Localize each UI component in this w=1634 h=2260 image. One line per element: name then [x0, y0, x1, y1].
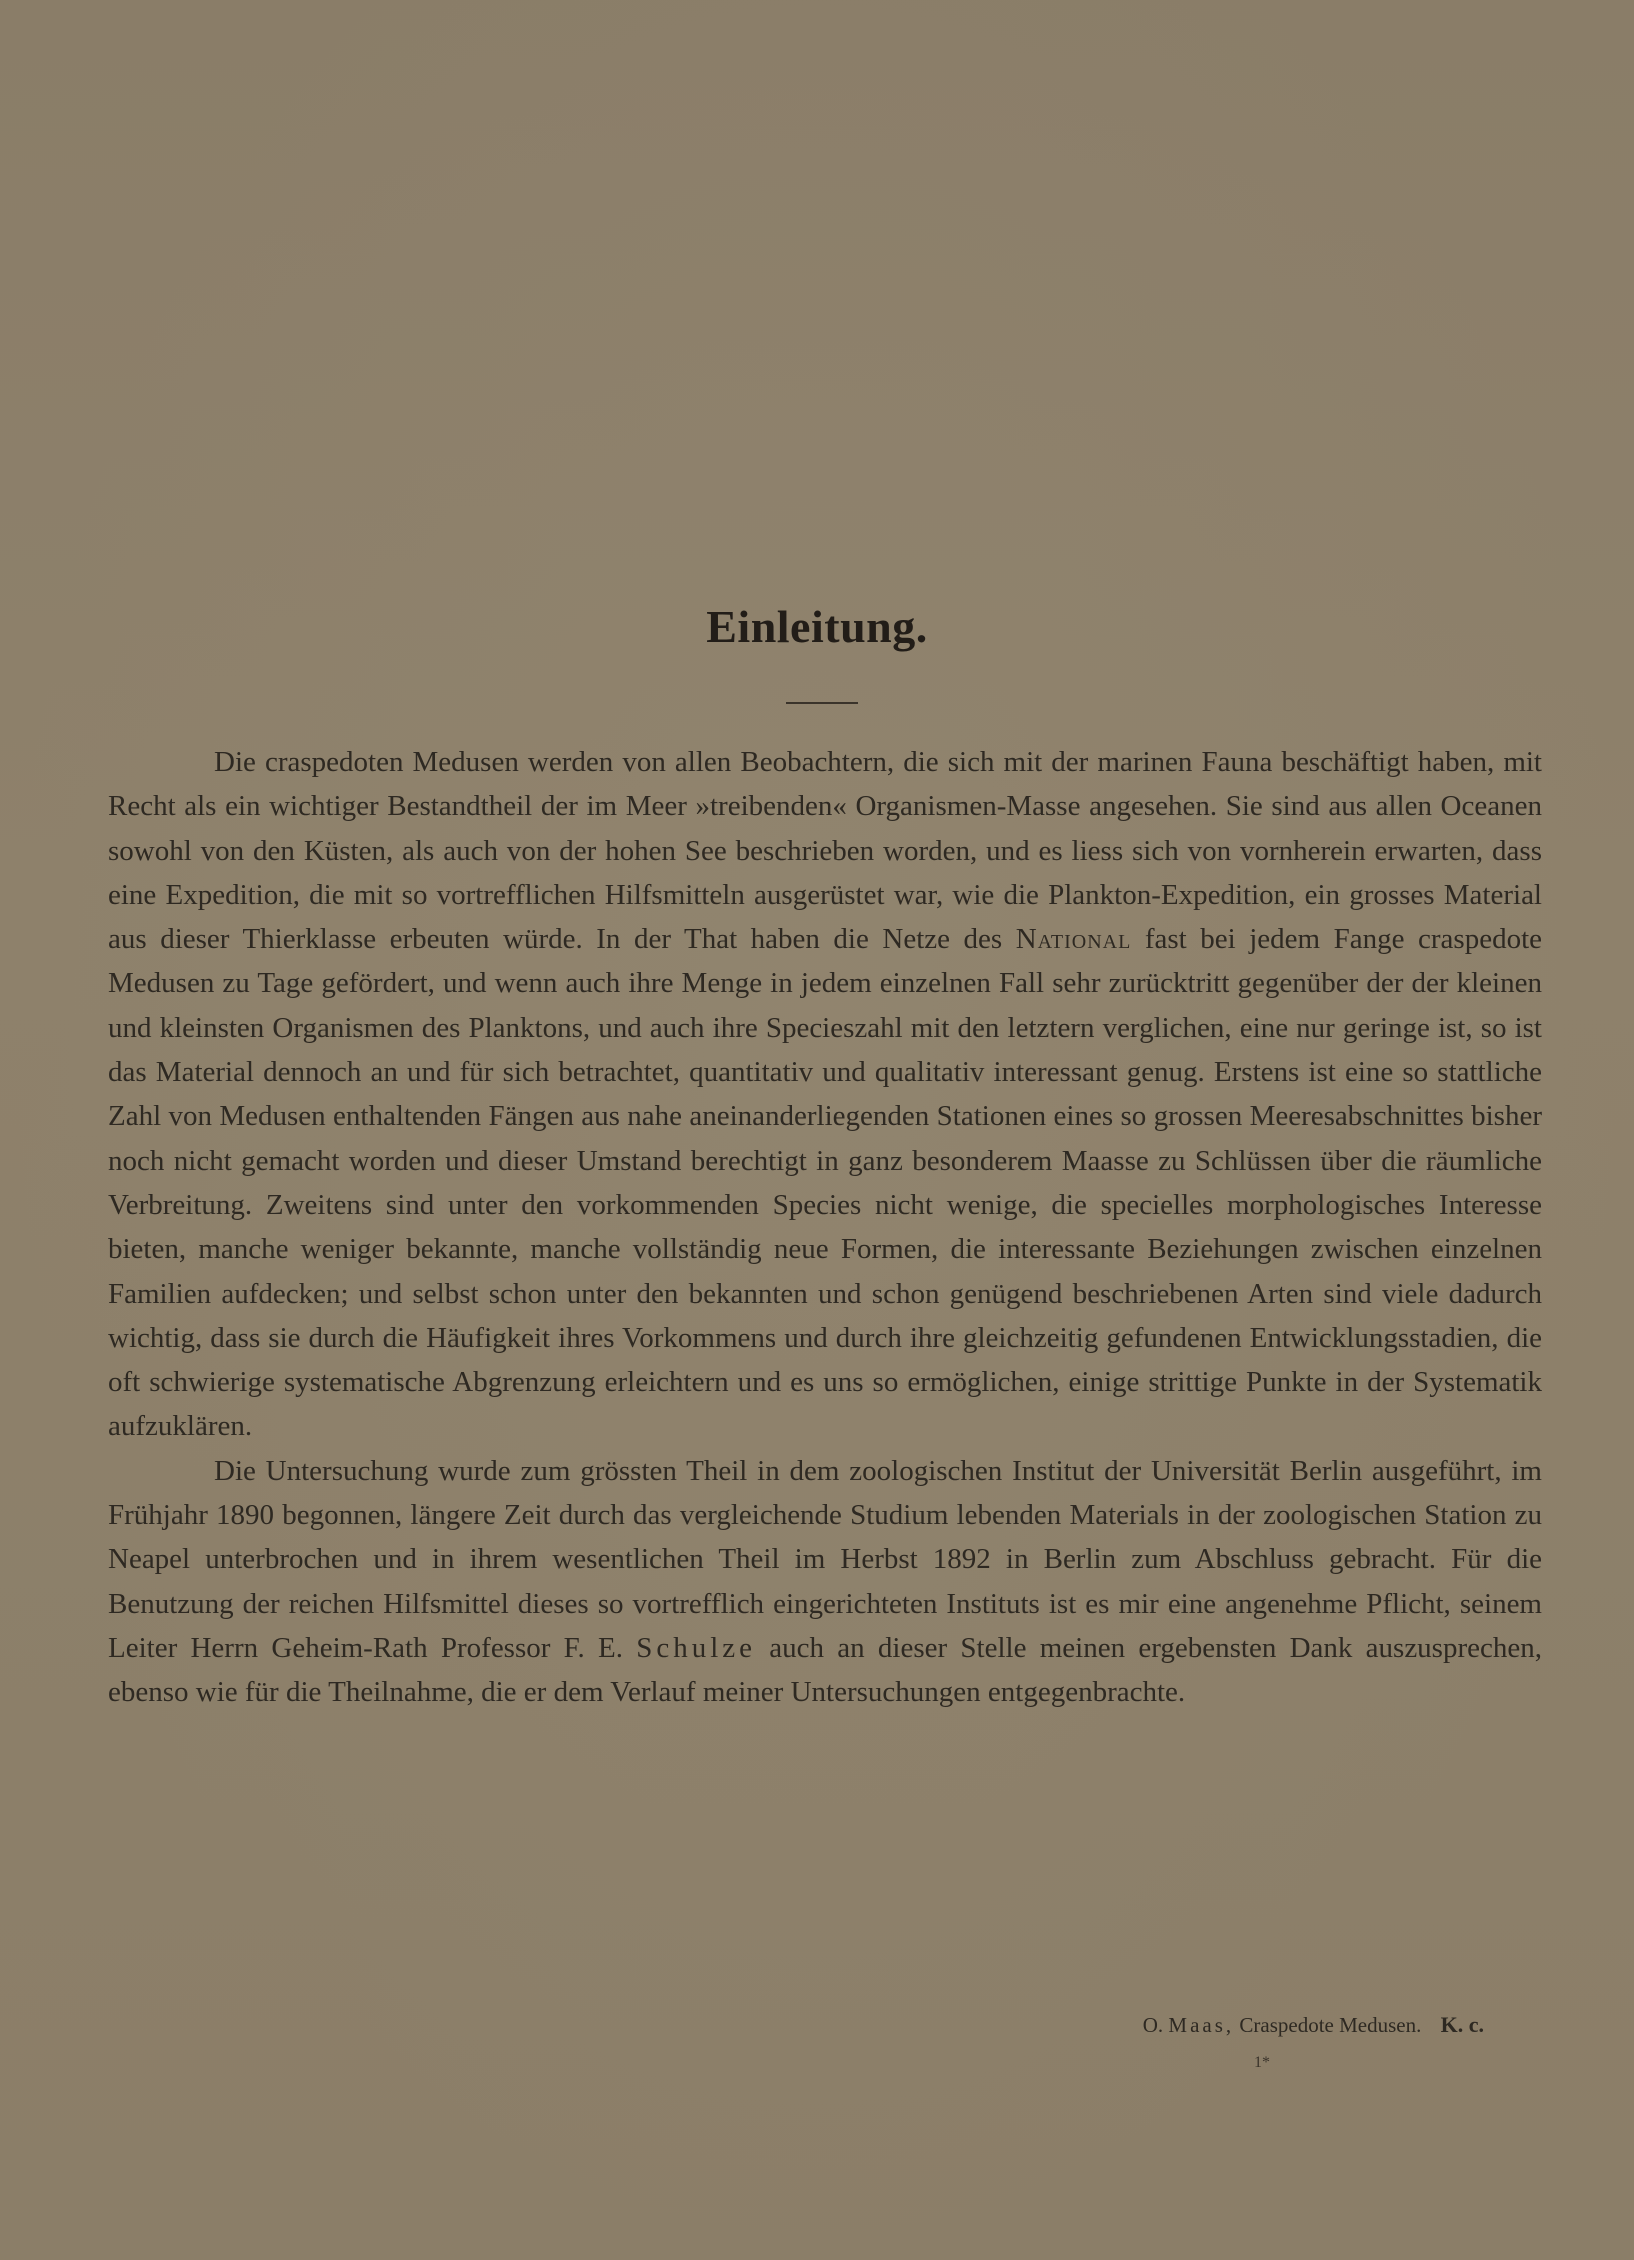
footer-code: K. c. — [1440, 2012, 1484, 2037]
title-divider — [786, 702, 858, 704]
footer-reference — [1143, 2012, 1484, 2038]
paragraph-1-text-b: fast bei jedem Fange craspedote Medusen zu Tage gefördert, und wenn auch ihre Menge in jedem einzelnen Fall sehr zurücktritt gegenüber der der kleinen und kleinsten Organismen des Planktons, und auch ihre Specieszahl mit den letztern verglichen, eine nur geringe ist, so ist das Material dennoch an und für sich betrachtet, quantitativ und qualitativ interessant genug. Erstens ist eine so stattliche Zahl von Medusen enthaltenden Fängen aus nahe aneinanderliegenden Stationen eines so grossen Meeresabschnittes bisher noch nicht gemacht worden und dieser Umstand berechtigt in ganz besonderem Maasse zu Schlüssen über die räumliche Verbreitung. Zweitens sind unter den vorkommenden Species nicht wenige, die specielles morphologisches Interesse bieten, manche weniger bekannte, manche vollständig neue Formen, die interessante Beziehungen zwischen einzelnen Familien aufdecken; und selbst schon unter den bekannten und schon genügend beschriebenen Arten sind viele dadurch wichtig, dass sie durch die Häufigkeit ihres Vorkommens und durch ihre gleichzeitig gefundenen Entwicklungsstadien, die oft schwierige systematische Abgrenzung erleichtern und es uns so ermöglichen, einige strittige Punkte in der Systematik aufzuklären. — [108, 923, 1542, 1443]
paragraph-1 — [108, 740, 1542, 1449]
person-name: Schulze — [636, 1631, 757, 1664]
paragraph-2 — [108, 1449, 1542, 1715]
footer-initial: O. — [1142, 2013, 1164, 2037]
ship-name: National — [1015, 923, 1132, 956]
paragraph-1-text-a: Die craspedoten Medusen werden von allen Beobachtern, die sich mit der marinen Fauna beschäftigt haben, mit Recht als ein wichtiger Bestandtheil der im Meer »treibenden« Organismen-Masse angesehen. Sie sind aus allen Oceanen sowohl von den Küsten, als auch von der hohen See beschrieben worden, und es liess sich von vornherein erwarten, dass eine Expedition, die mit so vortrefflichen Hilfsmitteln ausgerüstet war, wie die Plankton-Expedition, ein grosses Material aus dieser Thierklasse erbeuten würde. In der That haben die Netze des — [108, 746, 1542, 956]
footer-work: Craspedote Medusen. — [1239, 2013, 1422, 2037]
paragraph-2-text-b: auch an dieser Stelle meinen ergebensten Dank auszusprechen, ebenso wie für die Theilnahme, die er dem Verlauf meiner Untersuchungen entgegenbrachte. — [108, 1631, 1542, 1709]
signature-mark: 1* — [1254, 2054, 1270, 2071]
page-title: Einleitung. — [706, 601, 928, 652]
footer-author: Maas, — [1168, 2013, 1235, 2037]
body-text — [108, 740, 1542, 1715]
paragraph-2-text-a: Die Untersuchung wurde zum grössten Theil in dem zoologischen Institut der Universität Berlin ausgeführt, im Frühjahr 1890 begonnen, längere Zeit durch das vergleichende Studium lebenden Materials in der zoologischen Station zu Neapel unterbrochen und in ihrem wesentlichen Theil im Herbst 1892 in Berlin zum Abschluss gebracht. Für die Benutzung der reichen Hilfsmittel dieses so vortrefflich eingerichteten Instituts ist es mir eine angenehme Pflicht, seinem Leiter Herrn Geheim-Rath Professor F. E. — [108, 1454, 1542, 1664]
